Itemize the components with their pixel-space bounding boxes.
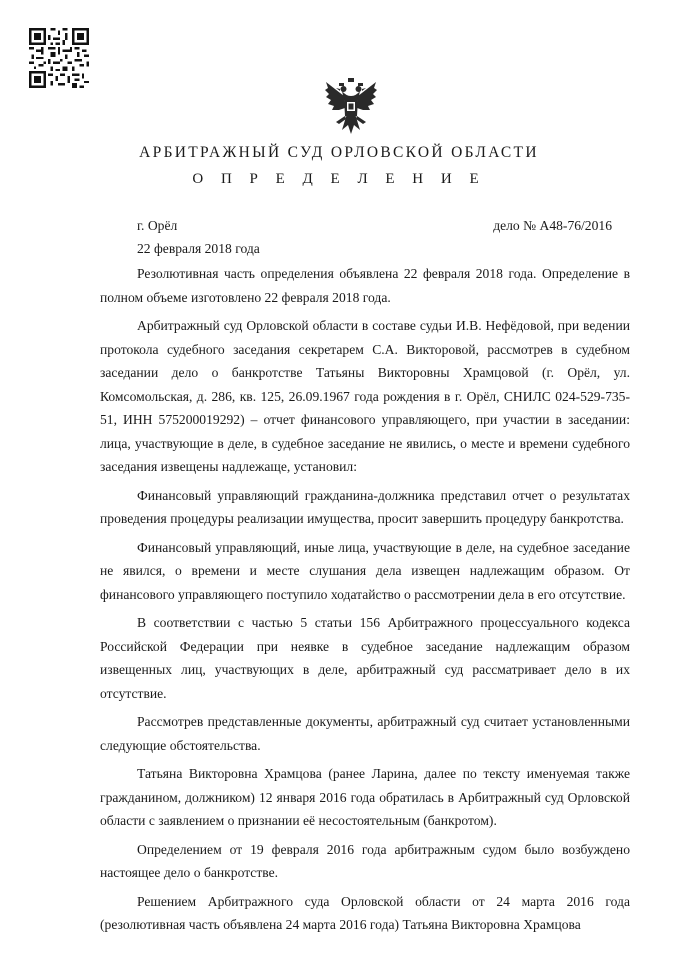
paragraph: Рассмотрев представленные документы, арбитражный суд считает установленными следующие обстоятельства. xyxy=(100,714,630,753)
document-title: О П Р Е Д Е Л Е Н И Е xyxy=(192,171,486,187)
paragraph: Финансовый управляющий гражданина-должника представил отчет о результатах проведения процедуры реализации имущества, просит завершить процедуру банкротства. xyxy=(100,487,630,526)
coat-of-arms-emblem xyxy=(324,78,378,138)
paragraph: Арбитражный суд Орловской области в составе судьи И.В. Нефёдовой, при ведении протокола судебного заседания секретарем С.А. Викторовой, рассмотрев в судебном заседании дело о банкротстве Татьяны Викторовны Храмцовой (г. Орёл, ул. Комсомольская, д. 286, кв. 125, 26.09.1967 года рождения в г. Орёл, СНИЛС 024-529-735-51, ИНН 575200019292) – отчет финансового управляющего, при участии в заседании: лица, участвующие в деле, в судебное заседание не явились, о месте и времени судебного заседания извещены надлежаще, установил: xyxy=(100,318,630,474)
city: г. Орёл xyxy=(137,218,178,233)
case-number: дело № А48-76/2016 xyxy=(493,218,612,233)
court-name: АРБИТРАЖНЫЙ СУД ОРЛОВСКОЙ ОБЛАСТИ xyxy=(139,144,539,161)
paragraph: Финансовый управляющий, иные лица, участвующие в деле, на судебное заседание не явился, о времени и месте слушания дела извещен надлежащим образом. От финансового управляющего поступило ходатайство о рассмотрении дела в его отсутствие. xyxy=(100,539,630,602)
paragraph: Решением Арбитражного суда Орловской области от 24 марта 2016 года (резолютивная часть объявлена 24 марта 2016 года) Татьяна Викторовна Храмцова xyxy=(100,893,630,932)
paragraph: В соответствии с частью 5 статьи 156 Арбитражного процессуального кодекса Российской Федерации при неявке в судебное заседание надлежащим образом извещенных лиц, участвующих в деле, арбитражный суд рассматривает дело в их отсутствие. xyxy=(100,615,630,701)
paragraph: Татьяна Викторовна Храмцова (ранее Ларина, далее по тексту именуемая также гражданином, должником) 12 января 2016 года обратилась в Арбитражный суд Орловской области с заявлением о признании её несостоятельным (банкротом). xyxy=(100,766,630,828)
paragraph: Резолютивная часть определения объявлена 22 февраля 2018 года. Определение в полном объеме изготовлено 22 февраля 2018 года. xyxy=(100,266,630,305)
paragraph: Определением от 19 февраля 2016 года арбитражным судом было возбуждено настоящее дело о банкротстве. xyxy=(100,841,630,880)
qr-code xyxy=(29,28,89,88)
document-date: 22 февраля 2018 года xyxy=(137,241,260,256)
document-body xyxy=(100,262,630,937)
